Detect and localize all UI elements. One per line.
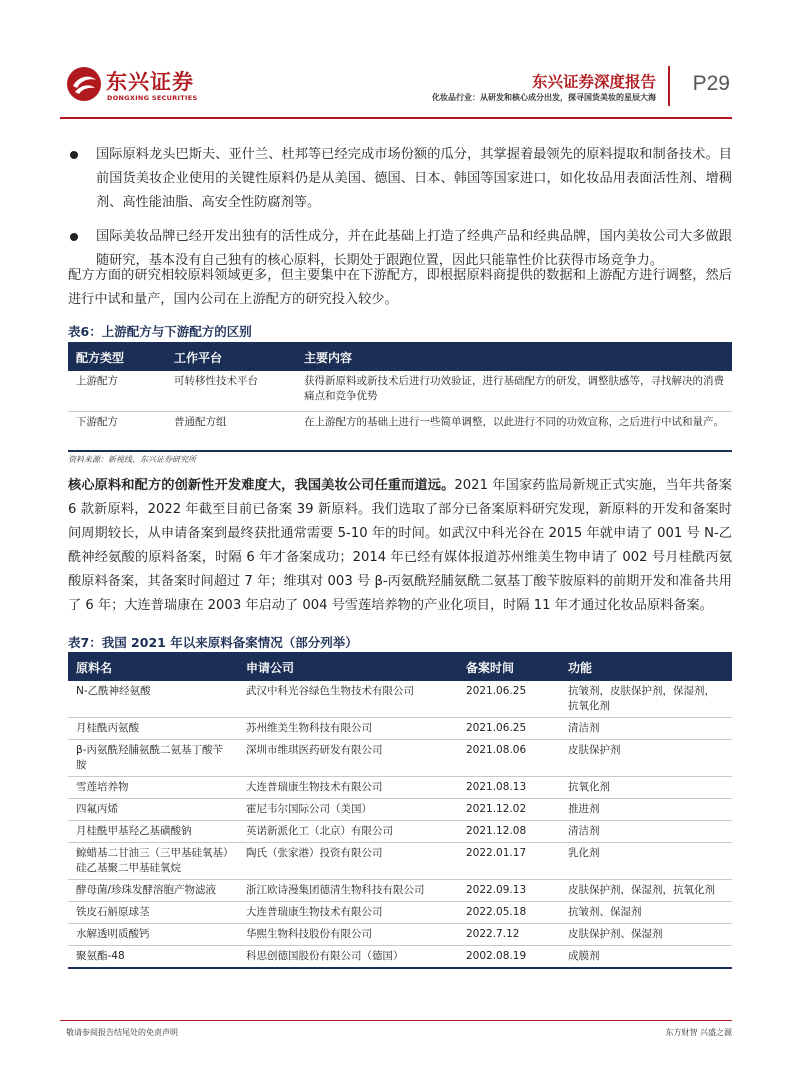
table-row <box>68 843 732 880</box>
table-cell: 皮肤保护剂，保湿剂，抗氧化剂 <box>560 880 732 902</box>
bullet-text: 国际原料龙头巴斯夫、亚什兰、杜邦等已经完成市场份额的瓜分，其掌握着最领先的原料提取和制备技术。目前国货美妆企业使用的关键性原料仍是从美国、德国、日本、韩国等国家进口，如化妆品用表面活性剂、增稠剂、高性能油脂、高安全性防腐剂等。 <box>96 147 732 210</box>
table-cell: 铁皮石斛原球茎 <box>68 902 238 924</box>
table-row <box>68 799 732 821</box>
table6-source: 资料来源：新视线、东兴证券研究所 <box>68 455 196 464</box>
table6-header-cell: 工作平台 <box>166 343 296 371</box>
paragraph-formula: 配方方面的研究相较原料领域更多，但主要集中在下游配方，即根据原料商提供的数据和上游配方进行调整，然后进行中试和量产，国内公司在上游配方的研究投入较少。 <box>68 268 732 307</box>
table-cell: 浙江欧诗漫集团德清生物科技有限公司 <box>238 880 458 902</box>
table-cell: 雪莲培养物 <box>68 777 238 799</box>
table-cell: 2021.08.06 <box>458 740 560 777</box>
page-number: P29 <box>692 72 730 95</box>
table-row <box>68 740 732 777</box>
paragraph-lead: 核心原料和配方的创新性开发难度大，我国美妆公司任重而道远。 <box>68 478 455 493</box>
table-row <box>68 411 732 451</box>
table6-header-cell: 主要内容 <box>296 343 732 371</box>
table-cell: 皮肤保护剂 <box>560 740 732 777</box>
table-row <box>68 924 732 946</box>
footer-disclaimer: 敬请参阅报告结尾处的免责声明 <box>66 1028 178 1037</box>
table-cell: 武汉中科光谷绿色生物技术有限公司 <box>238 681 458 718</box>
table-cell: 鲸蜡基二甘油三（三甲基硅氧基）硅乙基聚二甲基硅氧烷 <box>68 843 238 880</box>
table-cell: 2021.12.02 <box>458 799 560 821</box>
bullet-item <box>68 143 732 215</box>
logo-english-name: DONGXING SECURITIES <box>107 94 198 102</box>
table7-header-cell: 备案时间 <box>458 653 560 681</box>
table-cell: 2022.09.13 <box>458 880 560 902</box>
bullet-dot-icon <box>70 151 78 159</box>
header-rule <box>60 117 732 119</box>
table-cell: 清洁剂 <box>560 718 732 740</box>
report-title: 东兴证券深度报告 <box>531 73 656 91</box>
table-cell: 科思创德国股份有限公司（德国） <box>238 946 458 969</box>
table-cell: 酵母菌/珍珠发酵溶胞产物滤液 <box>68 880 238 902</box>
table-cell: 抗氧化剂 <box>560 777 732 799</box>
table-cell: 下游配方 <box>68 411 166 451</box>
table-cell: 清洁剂 <box>560 821 732 843</box>
table-cell: 聚氨酯-48 <box>68 946 238 969</box>
table-row <box>68 681 732 718</box>
table-cell: 可转移性技术平台 <box>166 371 296 411</box>
table-cell: 深圳市维琪医药研发有限公司 <box>238 740 458 777</box>
table-cell: 月桂酰甲基羟乙基磺酸钠 <box>68 821 238 843</box>
report-subtitle: 化妆品行业：从研发和核心成分出发，探寻国货美妆的星辰大海 <box>432 93 656 102</box>
paragraph-body: 2021 年国家药监局新规正式实施，当年共备案 6 款新原料，2022 年截至目前已备案 39 新原料。我们选取了部分已备案原料研究发现，新原料的开发和备案时间周期较长，从申请备案到最终获批通常需要 5-10 年的时间。如武汉中科光谷在 2015 年就申请了 001 号 N-乙酰神经氨酸的原料备案，时隔 6 年才备案成功；2014 年已经有媒体报道苏州维美生物申请了 002 号月桂酰丙氨酸原料备案，其备案时间超过 7 年；维琪对 003 号 β-丙氨酰羟脯氨酰二氨基丁酸苄胺原料的前期开发和准备共用了 6 年；大连普瑞康在 2003 年启动了 004 号雪莲培养物的产业化项目，时隔 11 年才通过化妆品原料备案。 <box>68 478 732 613</box>
bullet-text: 国际美妆品牌已经开发出独有的活性成分，并在此基础上打造了经典产品和经典品牌，国内美妆公司大多做跟随研究，基本没有自己独有的核心原料，长期处于跟跑位置，因此只能靠性价比获得市场竞争力。 <box>96 229 732 268</box>
table-cell: 成膜剂 <box>560 946 732 969</box>
page-header <box>60 58 732 110</box>
bullet-list <box>68 143 732 283</box>
table7-header-cell: 功能 <box>560 653 732 681</box>
table-cell: 抗皱剂，皮肤保护剂，保湿剂，抗氧化剂 <box>560 681 732 718</box>
company-logo <box>66 64 206 108</box>
table-cell: 上游配方 <box>68 371 166 411</box>
table-cell: 霍尼韦尔国际公司（美国） <box>238 799 458 821</box>
paragraph-innovation <box>68 474 732 618</box>
logo-mark-icon <box>66 66 102 102</box>
table-cell: 在上游配方的基础上进行一些简单调整，以此进行不同的功效宣称，之后进行中试和量产。 <box>296 411 732 451</box>
table-cell: 大连普瑞康生物技术有限公司 <box>238 902 458 924</box>
table-row <box>68 880 732 902</box>
table-cell: 2022.05.18 <box>458 902 560 924</box>
table-row <box>68 777 732 799</box>
bullet-dot-icon <box>70 233 78 241</box>
table-row <box>68 718 732 740</box>
table-row <box>68 821 732 843</box>
table7-header-cell: 原料名 <box>68 653 238 681</box>
table-cell: 2021.08.13 <box>458 777 560 799</box>
table-cell: 2021.06.25 <box>458 681 560 718</box>
table-cell: 四氟丙烯 <box>68 799 238 821</box>
table-cell: 陶氏（张家港）投资有限公司 <box>238 843 458 880</box>
table-row <box>68 371 732 411</box>
table-cell: N-乙酰神经氨酸 <box>68 681 238 718</box>
table-cell: 月桂酰丙氨酸 <box>68 718 238 740</box>
table-cell: 水解透明质酸钙 <box>68 924 238 946</box>
table6-caption: 表6：上游配方与下游配方的区别 <box>68 324 252 339</box>
table-row <box>68 946 732 969</box>
table-cell: 2021.12.08 <box>458 821 560 843</box>
table-cell: 2022.7.12 <box>458 924 560 946</box>
table-row <box>68 902 732 924</box>
table7-body <box>68 681 732 968</box>
table-cell: 皮肤保护剂、保湿剂 <box>560 924 732 946</box>
table-cell: 普通配方组 <box>166 411 296 451</box>
footer-slogan: 东方财智 兴盛之源 <box>665 1028 732 1037</box>
table6 <box>68 342 732 452</box>
table-cell: 大连普瑞康生物技术有限公司 <box>238 777 458 799</box>
footer-rule <box>60 1020 732 1021</box>
table6-header-cell: 配方类型 <box>68 343 166 371</box>
table7-header-cell: 申请公司 <box>238 653 458 681</box>
table-cell: 2002.08.19 <box>458 946 560 969</box>
table7-caption: 表7：我国 2021 年以来原料备案情况（部分列举） <box>68 635 358 650</box>
header-divider <box>668 66 670 106</box>
table-cell: 抗皱剂、保湿剂 <box>560 902 732 924</box>
table-cell: 推进剂 <box>560 799 732 821</box>
table-cell: 2022.01.17 <box>458 843 560 880</box>
table-cell: 英诺新派化工（北京）有限公司 <box>238 821 458 843</box>
table-cell: 获得新原料或新技术后进行功效验证，进行基础配方的研发，调整肤感等，寻找解决的消费痛点和竞争优势 <box>296 371 732 411</box>
table-cell: β-丙氨酰羟脯氨酰二氨基丁酸苄胺 <box>68 740 238 777</box>
table-cell: 乳化剂 <box>560 843 732 880</box>
table-cell: 华熙生物科技股份有限公司 <box>238 924 458 946</box>
table-cell: 2021.06.25 <box>458 718 560 740</box>
table-cell: 苏州维美生物科技有限公司 <box>238 718 458 740</box>
logo-chinese-name: 东兴证券 <box>106 70 194 94</box>
table7 <box>68 652 732 969</box>
